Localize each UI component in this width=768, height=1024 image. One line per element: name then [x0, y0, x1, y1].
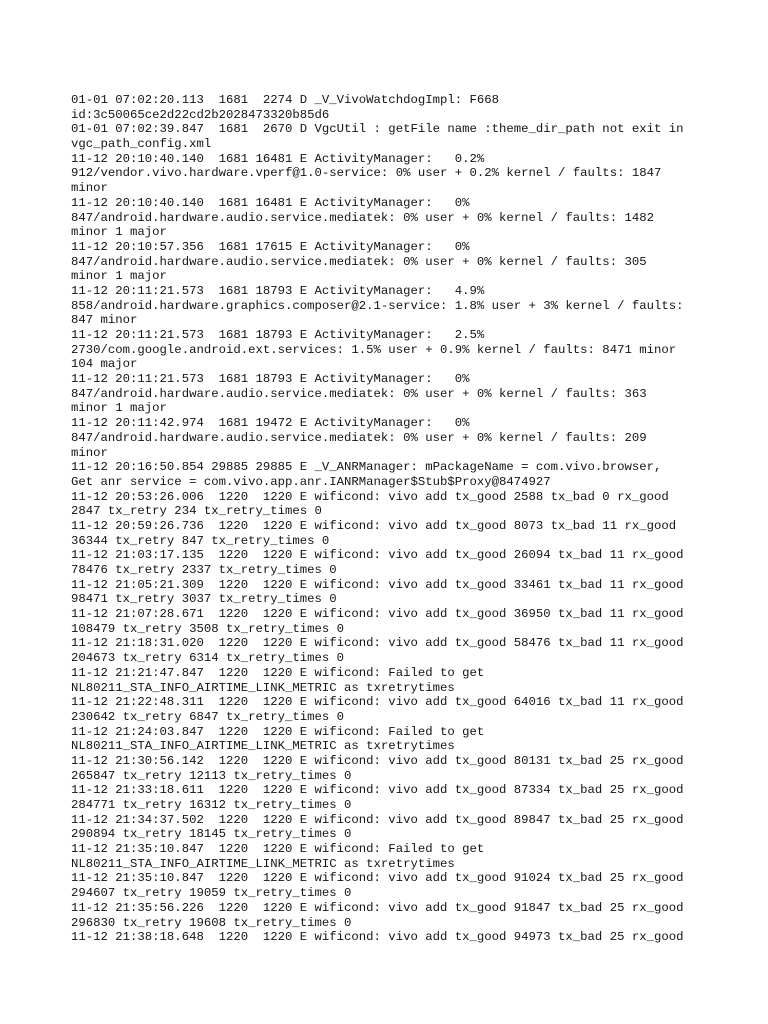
- log-line: 11-12 21:03:17.135 1220 1220 E wificond: vivo add tx_good 26094 tx_bad 11 rx_good: [71, 548, 684, 563]
- log-line: minor: [71, 445, 108, 460]
- log-line: 11-12 21:22:48.311 1220 1220 E wificond: vivo add tx_good 64016 tx_bad 11 rx_good: [71, 695, 684, 710]
- log-line: 290894 tx_retry 18145 tx_retry_times 0: [71, 827, 352, 842]
- log-line: id:3c50065ce2d22cd2b2028473320b85d6: [71, 107, 330, 122]
- log-line: 11-12 20:16:50.854 29885 29885 E _V_ANRManager: mPackageName = com.vivo.browser,: [71, 460, 662, 475]
- log-line: 847/android.hardware.audio.service.mediatek: 0% user + 0% kernel / faults: 209: [71, 430, 647, 445]
- log-line: 11-12 21:18:31.020 1220 1220 E wificond: vivo add tx_good 58476 tx_bad 11 rx_good: [71, 636, 684, 651]
- log-line: 265847 tx_retry 12113 tx_retry_times 0: [71, 768, 352, 783]
- log-line: 11-12 21:35:10.847 1220 1220 E wificond: Failed to get: [71, 842, 485, 857]
- log-line: minor 1 major: [71, 269, 167, 284]
- log-line: 2847 tx_retry 234 tx_retry_times 0: [71, 504, 322, 519]
- log-line: minor: [71, 181, 108, 196]
- log-line: Get anr service = com.vivo.app.anr.IANRManager$Stub$Proxy@8474927: [71, 474, 551, 489]
- log-line: 230642 tx_retry 6847 tx_retry_times 0: [71, 709, 345, 724]
- log-line: 11-12 20:11:42.974 1681 19472 E ActivityManager: 0%: [71, 416, 470, 431]
- log-line: vgc_path_config.xml: [71, 137, 212, 152]
- log-line: NL80211_STA_INFO_AIRTIME_LINK_METRIC as txretrytimes: [71, 856, 455, 871]
- log-line: 11-12 20:10:57.356 1681 17615 E ActivityManager: 0%: [71, 239, 470, 254]
- log-line: 98471 tx_retry 3037 tx_retry_times 0: [71, 592, 337, 607]
- log-line: 296830 tx_retry 19608 tx_retry_times 0: [71, 915, 352, 930]
- log-line: 11-12 21:35:10.847 1220 1220 E wificond: vivo add tx_good 91024 tx_bad 25 rx_good: [71, 871, 684, 886]
- log-line: 01-01 07:02:20.113 1681 2274 D _V_VivoWatchdogImpl: F668: [71, 93, 500, 107]
- log-line: 11-12 20:11:21.573 1681 18793 E ActivityManager: 2.5%: [71, 328, 485, 342]
- log-line: minor 1 major: [71, 401, 167, 416]
- log-line: 01-01 07:02:39.847 1681 2670 D VgcUtil : getFile name :theme_dir_path not exit in: [71, 122, 684, 137]
- log-line: 11-12 20:10:40.140 1681 16481 E ActivityManager: 0%: [71, 195, 470, 210]
- log-line: 11-12 21:24:03.847 1220 1220 E wificond: Failed to get: [71, 724, 485, 739]
- log-line: 847/android.hardware.audio.service.mediatek: 0% user + 0% kernel / faults: 363: [71, 386, 647, 401]
- log-line: 11-12 20:10:40.140 1681 16481 E ActivityManager: 0.2%: [71, 151, 485, 166]
- log-line: 11-12 20:11:21.573 1681 18793 E ActivityManager: 0%: [71, 372, 470, 387]
- log-line: minor 1 major: [71, 225, 167, 240]
- log-line: 11-12 21:21:47.847 1220 1220 E wificond: Failed to get: [71, 665, 485, 680]
- log-line: 11-12 21:38:18.648 1220 1220 E wificond: vivo add tx_good 94973 tx_bad 25 rx_good: [71, 930, 684, 945]
- log-line: 36344 tx_retry 847 tx_retry_times 0: [71, 533, 330, 548]
- log-line: 11-12 20:53:26.006 1220 1220 E wificond: vivo add tx_good 2588 tx_bad 0 rx_good: [71, 489, 669, 504]
- log-line: 11-12 21:33:18.611 1220 1220 E wificond: vivo add tx_good 87334 tx_bad 25 rx_good: [71, 783, 684, 798]
- log-line: 11-12 20:59:26.736 1220 1220 E wificond: vivo add tx_good 8073 tx_bad 11 rx_good: [71, 518, 677, 533]
- log-line: 204673 tx_retry 6314 tx_retry_times 0: [71, 651, 345, 666]
- log-line: 11-12 20:11:21.573 1681 18793 E ActivityManager: 4.9%: [71, 283, 485, 298]
- log-line: 284771 tx_retry 16312 tx_retry_times 0: [71, 798, 352, 812]
- log-document: [71, 93, 761, 945]
- log-line: 11-12 21:30:56.142 1220 1220 E wificond: vivo add tx_good 80131 tx_bad 25 rx_good: [71, 753, 684, 768]
- log-line: 858/android.hardware.graphics.composer@2.1-service: 1.8% user + 3% kernel / faults:: [71, 298, 684, 313]
- log-line: 847 minor: [71, 313, 138, 328]
- log-line: 11-12 21:05:21.309 1220 1220 E wificond: vivo add tx_good 33461 tx_bad 11 rx_good: [71, 577, 684, 592]
- log-line: 847/android.hardware.audio.service.mediatek: 0% user + 0% kernel / faults: 305: [71, 254, 647, 269]
- log-line: NL80211_STA_INFO_AIRTIME_LINK_METRIC as txretrytimes: [71, 739, 455, 754]
- log-line: 2730/com.google.android.ext.services: 1.5% user + 0.9% kernel / faults: 8471 minor: [71, 342, 677, 357]
- log-line: NL80211_STA_INFO_AIRTIME_LINK_METRIC as txretrytimes: [71, 680, 455, 695]
- log-line: 11-12 21:35:56.226 1220 1220 E wificond: vivo add tx_good 91847 tx_bad 25 rx_good: [71, 900, 684, 915]
- log-line: 104 major: [71, 357, 138, 372]
- log-line: 847/android.hardware.audio.service.mediatek: 0% user + 0% kernel / faults: 1482: [71, 210, 654, 225]
- log-line: 294607 tx_retry 19059 tx_retry_times 0: [71, 886, 352, 901]
- log-line: 11-12 21:07:28.671 1220 1220 E wificond: vivo add tx_good 36950 tx_bad 11 rx_good: [71, 607, 684, 622]
- log-line: 78476 tx_retry 2337 tx_retry_times 0: [71, 563, 337, 577]
- log-line: 11-12 21:34:37.502 1220 1220 E wificond: vivo add tx_good 89847 tx_bad 25 rx_good: [71, 812, 684, 827]
- log-line: 108479 tx_retry 3508 tx_retry_times 0: [71, 621, 345, 636]
- log-line: 912/vendor.vivo.hardware.vperf@1.0-service: 0% user + 0.2% kernel / faults: 1847: [71, 166, 662, 181]
